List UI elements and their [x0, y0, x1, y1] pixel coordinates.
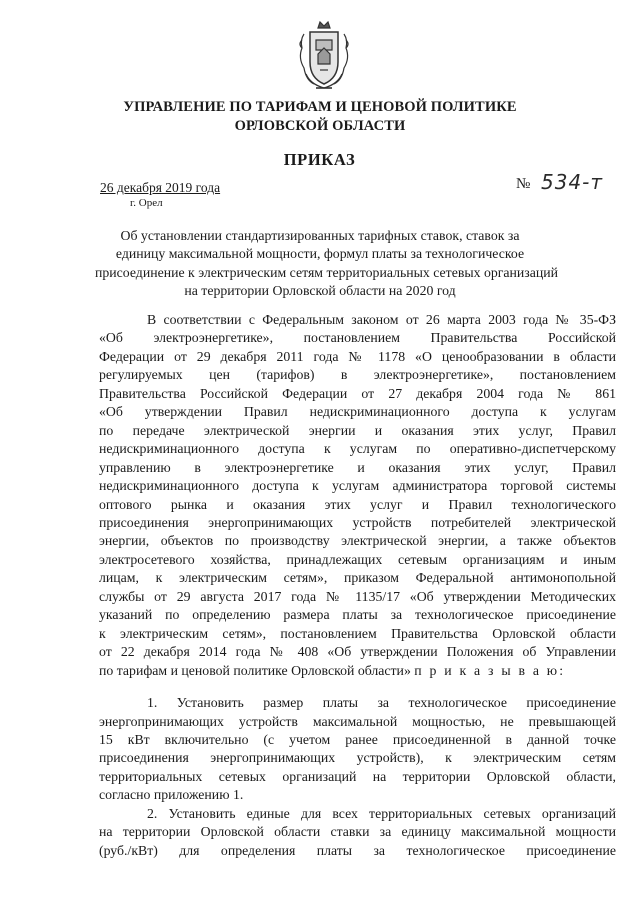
item-line: 1. Установить размер платы за технологическое присоединение [147, 695, 616, 711]
order-subject [95, 227, 559, 301]
preamble-line: управлению в электроэнергетике и оказания этих услуг, Правил [99, 459, 616, 475]
preamble-line: электросетевого хозяйства, принадлежащих сетевым организациям и иным [99, 551, 616, 567]
preamble-line [99, 662, 616, 680]
item-line: присоединения энергопринимающих устройств), к электрическим сетям [99, 750, 616, 766]
preamble-paragraph [99, 311, 616, 680]
item-line: на территории Орловской области ставки за единицу максимальной мощности [99, 824, 616, 840]
item-line: территориальных сетевых организаций на территории Орловской области, [99, 768, 616, 784]
decree-word: п р и к а з ы в а ю: [414, 662, 566, 678]
organization-line: УПРАВЛЕНИЕ ПО ТАРИФАМ И ЦЕНОВОЙ ПОЛИТИКЕ [123, 99, 517, 115]
preamble-line: недискриминационного доступа к услугам администратора торговой системы [99, 478, 616, 494]
preamble-line: лицам, к электрическим сетям», приказом Федеральной антимонопольной [99, 570, 616, 586]
preamble-line: указаний по определению размера платы за технологическое присоединение [99, 607, 616, 623]
organization-line: ОРЛОВСКОЙ ОБЛАСТИ [234, 118, 406, 134]
preamble-line: от 22 декабря 2014 года № 408 «Об утверждении Положения об Управлении [99, 644, 616, 660]
subject-line: на территории Орловской области на 2020 год [184, 283, 456, 299]
preamble-line: оптового рынка и оказания этих услуг и Правил технологического [99, 496, 616, 512]
preamble-line: присоединения энергопринимающих устройств потребителей электрической [99, 514, 616, 530]
item-line: 15 кВт включительно (с учетом ранее присоединенной в данной точке [99, 731, 616, 747]
order-date: 26 декабря 2019 года [100, 180, 221, 195]
order-city: г. Орел [130, 197, 163, 209]
preamble-last-text: по тарифам и ценовой политике Орловской области» [99, 662, 411, 678]
document-title: ПРИКАЗ [283, 150, 356, 169]
item-line: энергопринимающих устройств максимальной мощностью, не превышающей [99, 713, 616, 729]
coat-of-arms-icon [296, 18, 352, 94]
item-line: (руб./кВт) для определения платы за технологическое присоединение [99, 842, 616, 858]
preamble-line: регулируемых цен (тарифов) в электроэнергетике», постановлением [99, 367, 616, 383]
preamble-line: В соответствии с Федеральным законом от 26 марта 2003 года № 35-ФЗ [147, 312, 616, 327]
subject-line: Об установлении стандартизированных тарифных ставок, ставок за [120, 228, 520, 243]
item-line: согласно приложению 1. [99, 787, 244, 803]
item-1-paragraph [99, 694, 616, 805]
preamble-line: «Об утверждении Правил недискриминационного доступа к услугам [99, 404, 616, 420]
order-number-handwritten: 534-т [541, 170, 604, 194]
organization-name [80, 98, 560, 136]
preamble-line: энергии, объектов по производству электрической энергии, а также объектов [99, 533, 616, 549]
preamble-line: к электрическим сетям», постановлением Правительства Орловской области [99, 625, 616, 641]
preamble-line: Правительства Российской Федерации от 27 декабря 2004 года № 861 [99, 385, 616, 401]
item-line: 2. Установить единые для всех территориальных сетевых организаций [147, 805, 616, 821]
preamble-line: «Об электроэнергетике», постановлением Правительства Российской [99, 330, 616, 346]
order-number-prefix: № [516, 176, 531, 192]
preamble-line: недискриминационного доступа к услугам по оперативно-диспетчерскому [99, 441, 616, 457]
subject-line: единицу максимальной мощности, формул платы за технологическое [115, 246, 525, 262]
subject-line: присоединение к электрическим сетям территориальных сетевых организаций [95, 264, 559, 280]
preamble-line: по передаче электрической энергии и оказания этих услуг, Правил [99, 422, 616, 438]
document-body [99, 311, 616, 860]
preamble-line: службы от 29 августа 2017 года № 1135/17 «Об утверждении Методических [99, 588, 616, 604]
preamble-line: Федерации от 29 декабря 2011 года № 1178 «О ценообразовании в области [99, 348, 616, 364]
item-2-paragraph [99, 805, 616, 860]
